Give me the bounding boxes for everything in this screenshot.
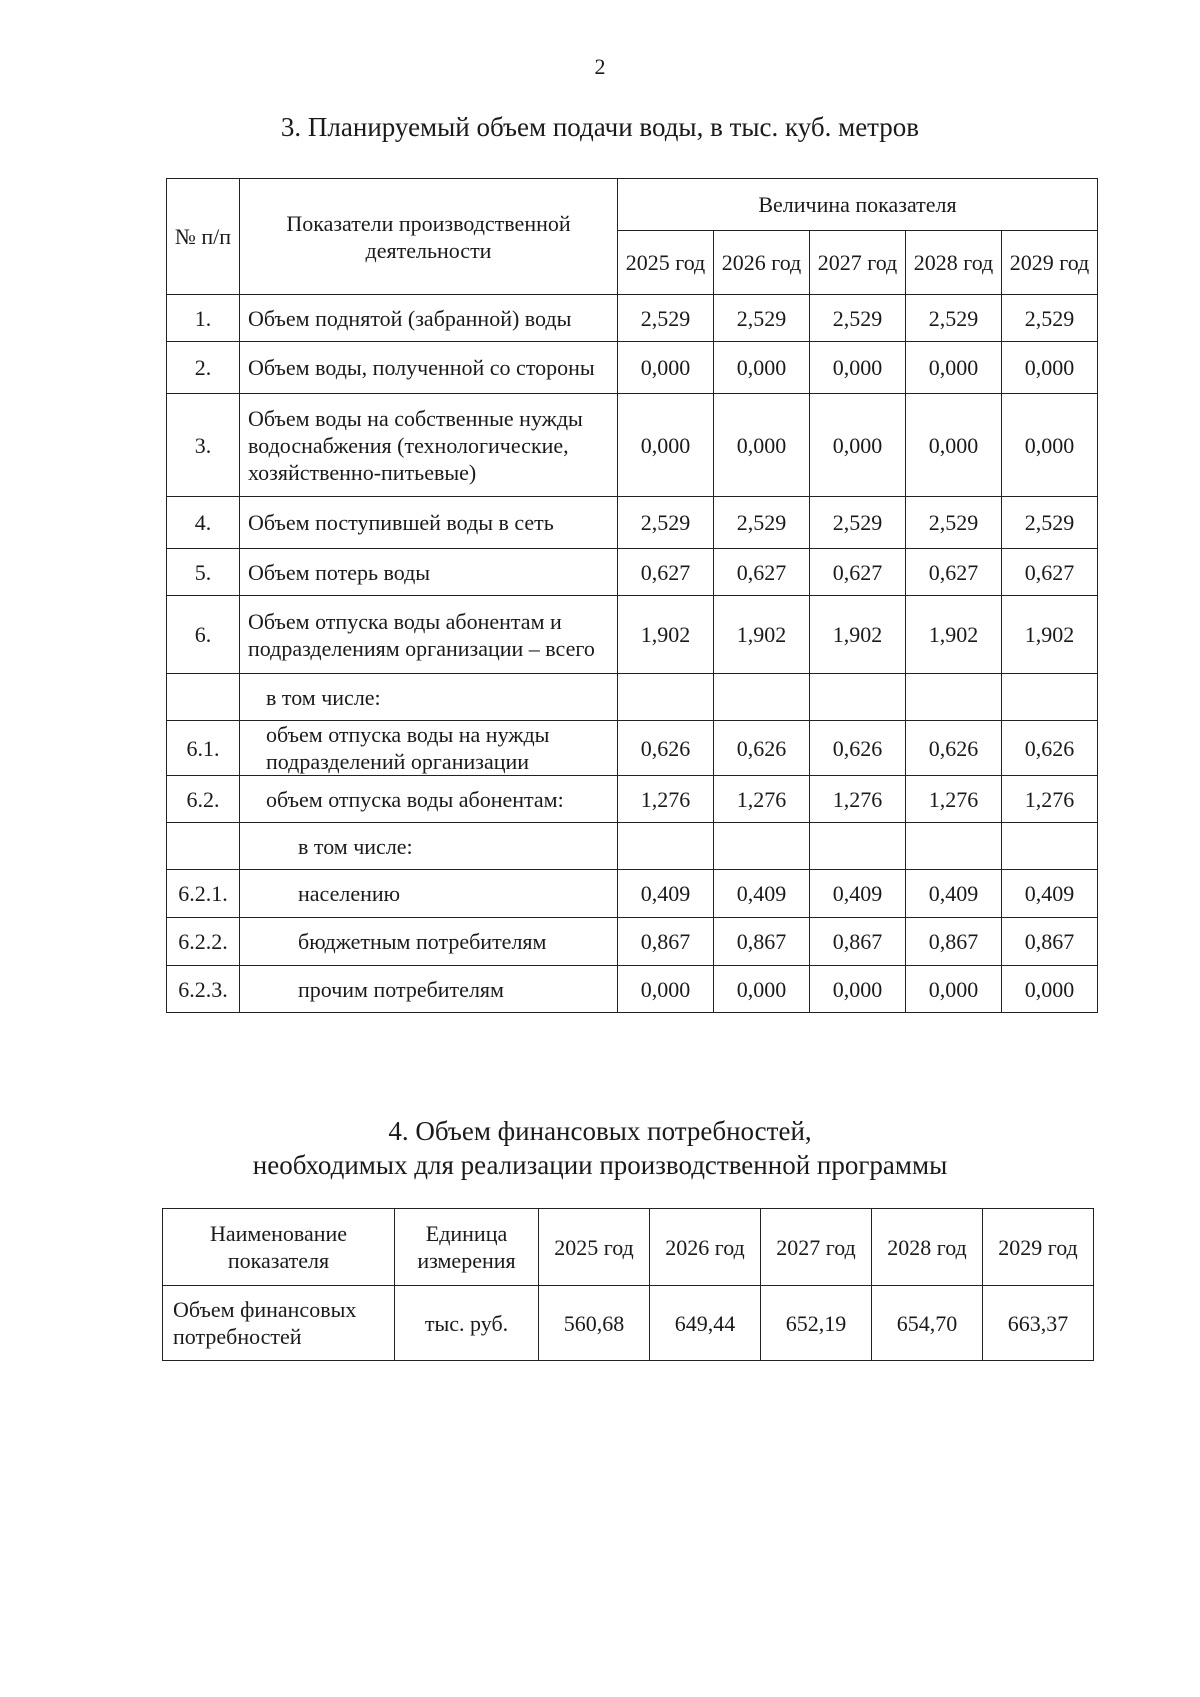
row-label: Объем поступившей воды в сеть — [240, 497, 618, 549]
row-value — [810, 823, 906, 870]
row-value: 1,276 — [810, 776, 906, 823]
table-row — [167, 342, 1098, 394]
row-value: 0,626 — [1002, 721, 1098, 776]
section4-title-line1: 4. Объем финансовых потребностей, — [388, 1116, 812, 1146]
row-value: 0,867 — [906, 918, 1002, 966]
row-value — [714, 823, 810, 870]
header-num: № п/п — [167, 179, 240, 295]
section4-title — [0, 1114, 1200, 1182]
header-year: 2026 год — [714, 231, 810, 295]
row-number: 6. — [167, 596, 240, 674]
row-number: 5. — [167, 549, 240, 596]
row-value — [1002, 674, 1098, 721]
row-value — [618, 823, 714, 870]
row-value: 0,627 — [906, 549, 1002, 596]
row-value: 0,626 — [810, 721, 906, 776]
row-value — [714, 674, 810, 721]
table-row — [167, 549, 1098, 596]
header-value-group: Величина показателя — [618, 179, 1098, 231]
row-number — [167, 674, 240, 721]
row-value: 0,000 — [810, 394, 906, 497]
row-value: 0,409 — [714, 870, 810, 918]
table-row — [167, 776, 1098, 823]
row-value: 2,529 — [714, 497, 810, 549]
row-value: 0,000 — [618, 394, 714, 497]
row-value — [1002, 823, 1098, 870]
row-value: 2,529 — [1002, 497, 1098, 549]
row-label: бюджетным потребителям — [240, 918, 618, 966]
row-value: 0,000 — [1002, 394, 1098, 497]
row-value: 0,000 — [906, 394, 1002, 497]
row-value — [618, 674, 714, 721]
table-row — [167, 596, 1098, 674]
row-value: 0,000 — [810, 966, 906, 1013]
row-value: 0,000 — [714, 342, 810, 394]
row-value: 654,70 — [872, 1286, 983, 1361]
row-value: 0,867 — [810, 918, 906, 966]
row-unit: тыс. руб. — [395, 1286, 539, 1361]
row-value: 0,000 — [714, 966, 810, 1013]
row-value: 2,529 — [714, 295, 810, 342]
header-year: 2028 год — [906, 231, 1002, 295]
row-value: 1,902 — [714, 596, 810, 674]
row-value: 0,867 — [714, 918, 810, 966]
row-value — [906, 674, 1002, 721]
row-value: 2,529 — [1002, 295, 1098, 342]
row-value: 0,626 — [906, 721, 1002, 776]
row-number: 4. — [167, 497, 240, 549]
header-name: Наименование показателя — [163, 1209, 395, 1286]
row-value: 0,000 — [714, 394, 810, 497]
row-value: 0,409 — [1002, 870, 1098, 918]
table-row — [167, 823, 1098, 870]
table-row — [167, 674, 1098, 721]
row-value: 2,529 — [906, 295, 1002, 342]
row-value: 649,44 — [650, 1286, 761, 1361]
row-value — [810, 674, 906, 721]
row-value: 1,276 — [906, 776, 1002, 823]
row-value: 0,000 — [1002, 342, 1098, 394]
row-value: 2,529 — [618, 295, 714, 342]
header-indicator: Показатели производственной деятельности — [240, 179, 618, 295]
header-year: 2029 год — [983, 1209, 1094, 1286]
row-value: 652,19 — [761, 1286, 872, 1361]
row-name: Объем финансовых потребностей — [163, 1286, 395, 1361]
row-value: 0,627 — [618, 549, 714, 596]
row-label: населению — [240, 870, 618, 918]
table-row — [167, 497, 1098, 549]
section4-title-line2: необходимых для реализации производственной программы — [252, 1150, 948, 1180]
header-year: 2027 год — [810, 231, 906, 295]
header-unit: Единица измерения — [395, 1209, 539, 1286]
row-number: 1. — [167, 295, 240, 342]
row-value: 1,276 — [618, 776, 714, 823]
row-value: 1,902 — [1002, 596, 1098, 674]
row-label: в том числе: — [240, 823, 618, 870]
header-year: 2025 год — [539, 1209, 650, 1286]
row-value: 2,529 — [906, 497, 1002, 549]
row-value: 663,37 — [983, 1286, 1094, 1361]
row-value: 0,627 — [714, 549, 810, 596]
row-label: Объем воды на собственные нужды водоснабжения (технологические, хозяйственно-питьевые) — [240, 394, 618, 497]
row-label: Объем воды, полученной со стороны — [240, 342, 618, 394]
table-row — [167, 918, 1098, 966]
table-row — [167, 295, 1098, 342]
row-number: 3. — [167, 394, 240, 497]
row-label: прочим потребителям — [240, 966, 618, 1013]
row-number: 6.2.2. — [167, 918, 240, 966]
row-value: 2,529 — [810, 295, 906, 342]
table-row — [167, 394, 1098, 497]
row-value: 0,409 — [618, 870, 714, 918]
row-label: объем отпуска воды на нужды подразделений организации — [240, 721, 618, 776]
row-label: Объем поднятой (забранной) воды — [240, 295, 618, 342]
row-value: 560,68 — [539, 1286, 650, 1361]
row-number — [167, 823, 240, 870]
table-row — [167, 870, 1098, 918]
header-year: 2025 год — [618, 231, 714, 295]
row-value: 0,000 — [1002, 966, 1098, 1013]
page-number: 2 — [594, 54, 606, 79]
table-row — [167, 966, 1098, 1013]
financial-needs-table — [162, 1208, 1094, 1361]
row-number: 6.2.3. — [167, 966, 240, 1013]
row-value: 0,000 — [618, 342, 714, 394]
row-value: 0,867 — [1002, 918, 1098, 966]
table-row — [167, 721, 1098, 776]
row-number: 2. — [167, 342, 240, 394]
header-year: 2029 год — [1002, 231, 1098, 295]
row-label: объем отпуска воды абонентам: — [240, 776, 618, 823]
header-year: 2026 год — [650, 1209, 761, 1286]
row-value — [906, 823, 1002, 870]
row-value: 0,409 — [906, 870, 1002, 918]
row-label: в том числе: — [240, 674, 618, 721]
row-value: 0,409 — [810, 870, 906, 918]
row-value: 1,276 — [1002, 776, 1098, 823]
row-value: 1,276 — [714, 776, 810, 823]
row-number: 6.1. — [167, 721, 240, 776]
row-value: 0,627 — [1002, 549, 1098, 596]
row-label: Объем потерь воды — [240, 549, 618, 596]
header-year: 2027 год — [761, 1209, 872, 1286]
row-value: 0,000 — [906, 966, 1002, 1013]
row-value: 0,626 — [714, 721, 810, 776]
row-value: 0,000 — [618, 966, 714, 1013]
row-value: 0,000 — [810, 342, 906, 394]
row-value: 2,529 — [618, 497, 714, 549]
row-number: 6.2. — [167, 776, 240, 823]
row-label: Объем отпуска воды абонентам и подразделениям организации – всего — [240, 596, 618, 674]
row-value: 0,626 — [618, 721, 714, 776]
row-value: 0,000 — [906, 342, 1002, 394]
row-value: 0,867 — [618, 918, 714, 966]
row-value: 1,902 — [810, 596, 906, 674]
row-value: 0,627 — [810, 549, 906, 596]
row-value: 2,529 — [810, 497, 906, 549]
header-year: 2028 год — [872, 1209, 983, 1286]
section3-title: 3. Планируемый объем подачи воды, в тыс. куб. метров — [280, 112, 920, 142]
water-supply-table — [166, 178, 1098, 1013]
row-value: 1,902 — [618, 596, 714, 674]
row-number: 6.2.1. — [167, 870, 240, 918]
row-value: 1,902 — [906, 596, 1002, 674]
